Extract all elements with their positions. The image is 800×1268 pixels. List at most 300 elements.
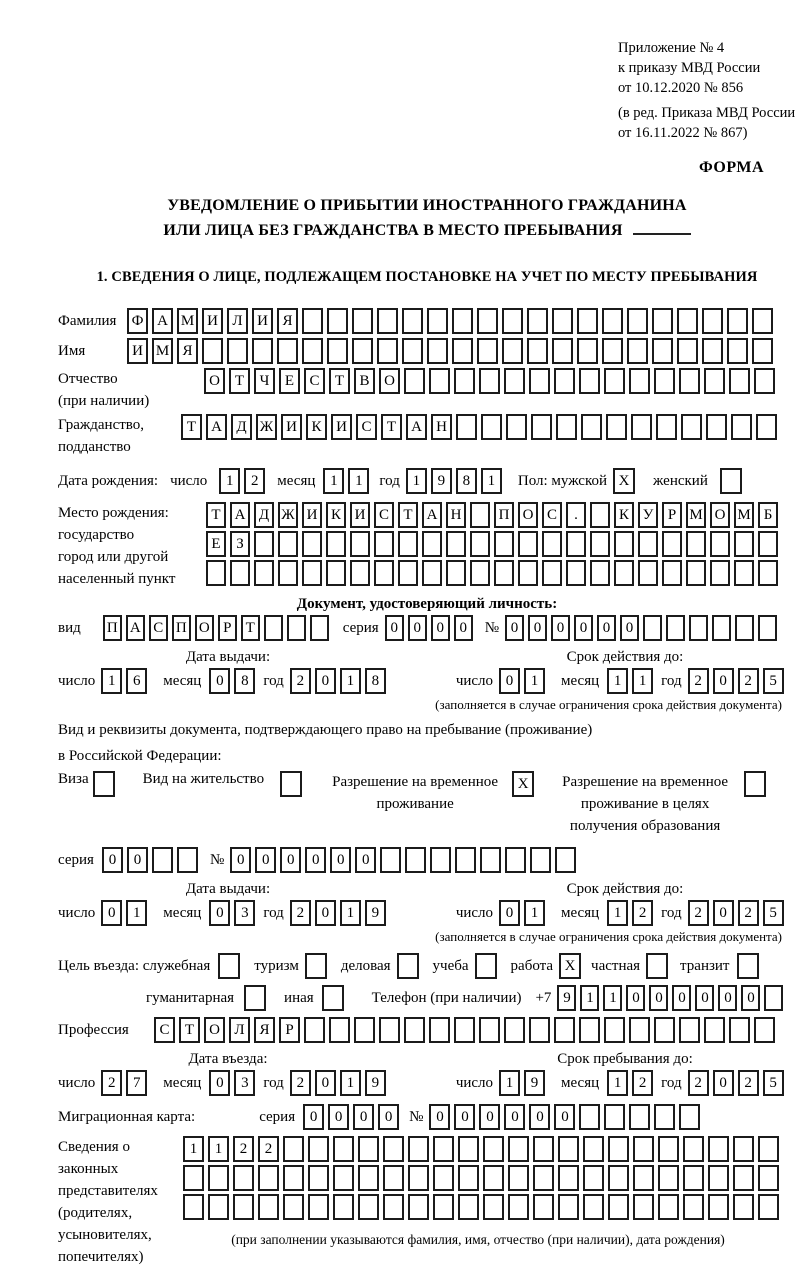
- char-cell[interactable]: И: [350, 502, 370, 528]
- char-cell[interactable]: [633, 1194, 654, 1220]
- char-cell[interactable]: Я: [177, 338, 198, 364]
- char-cell[interactable]: [631, 414, 652, 440]
- char-cell[interactable]: 2: [688, 1070, 709, 1096]
- char-cell[interactable]: К: [326, 502, 346, 528]
- char-cell[interactable]: [358, 1136, 379, 1162]
- char-cell[interactable]: [555, 847, 576, 873]
- char-cell[interactable]: [710, 560, 730, 586]
- char-cell[interactable]: [470, 502, 490, 528]
- char-cell[interactable]: [352, 338, 373, 364]
- char-cell[interactable]: [708, 1165, 729, 1191]
- char-cell[interactable]: [679, 368, 700, 394]
- char-cell[interactable]: Т: [381, 414, 402, 440]
- char-cell[interactable]: [590, 531, 610, 557]
- char-cell[interactable]: [577, 308, 598, 334]
- char-cell[interactable]: [350, 560, 370, 586]
- char-cell[interactable]: [727, 338, 748, 364]
- char-cell[interactable]: [208, 1194, 229, 1220]
- char-cell[interactable]: С: [149, 615, 168, 641]
- char-cell[interactable]: 0: [280, 847, 301, 873]
- char-cell[interactable]: 0: [505, 615, 524, 641]
- char-cell[interactable]: Д: [231, 414, 252, 440]
- char-cell[interactable]: [683, 1165, 704, 1191]
- char-cell[interactable]: [458, 1194, 479, 1220]
- char-cell[interactable]: [608, 1136, 629, 1162]
- char-cell[interactable]: Е: [206, 531, 226, 557]
- char-cell[interactable]: [422, 531, 442, 557]
- char-cell[interactable]: [633, 1136, 654, 1162]
- char-cell[interactable]: 1: [340, 668, 361, 694]
- char-cell[interactable]: 5: [763, 900, 784, 926]
- char-cell[interactable]: [327, 308, 348, 334]
- char-cell[interactable]: [333, 1136, 354, 1162]
- char-cell[interactable]: [652, 338, 673, 364]
- char-cell[interactable]: М: [686, 502, 706, 528]
- char-cell[interactable]: [304, 1017, 325, 1043]
- char-cell[interactable]: [283, 1194, 304, 1220]
- purpose-work-checkbox-cell[interactable]: X: [559, 953, 581, 979]
- char-cell[interactable]: 0: [454, 615, 473, 641]
- char-cell[interactable]: 1: [499, 1070, 520, 1096]
- char-cell[interactable]: [758, 1136, 779, 1162]
- char-cell[interactable]: 0: [695, 985, 714, 1011]
- char-cell[interactable]: [427, 338, 448, 364]
- char-cell[interactable]: [152, 847, 173, 873]
- char-cell[interactable]: 3: [234, 1070, 255, 1096]
- char-cell[interactable]: [556, 414, 577, 440]
- char-cell[interactable]: 0: [429, 1104, 450, 1130]
- char-cell[interactable]: [533, 1136, 554, 1162]
- temp-permit-checkbox-cell[interactable]: X: [512, 771, 534, 797]
- char-cell[interactable]: [666, 615, 685, 641]
- char-cell[interactable]: [681, 414, 702, 440]
- char-cell[interactable]: [633, 1165, 654, 1191]
- char-cell[interactable]: [422, 560, 442, 586]
- char-cell[interactable]: [733, 1194, 754, 1220]
- char-cell[interactable]: [577, 338, 598, 364]
- char-cell[interactable]: [408, 1165, 429, 1191]
- char-cell[interactable]: [326, 560, 346, 586]
- char-cell[interactable]: [710, 531, 730, 557]
- char-cell[interactable]: [558, 1165, 579, 1191]
- char-cell[interactable]: 9: [365, 1070, 386, 1096]
- char-cell[interactable]: 0: [626, 985, 645, 1011]
- char-cell[interactable]: [206, 560, 226, 586]
- char-cell[interactable]: [446, 531, 466, 557]
- char-cell[interactable]: [377, 308, 398, 334]
- char-cell[interactable]: Т: [206, 502, 226, 528]
- char-cell[interactable]: [527, 308, 548, 334]
- edu-permit-checkbox-cell[interactable]: [744, 771, 766, 797]
- char-cell[interactable]: [354, 1017, 375, 1043]
- char-cell[interactable]: И: [302, 502, 322, 528]
- char-cell[interactable]: [604, 368, 625, 394]
- char-cell[interactable]: С: [356, 414, 377, 440]
- char-cell[interactable]: [183, 1194, 204, 1220]
- char-cell[interactable]: 2: [688, 900, 709, 926]
- char-cell[interactable]: Р: [218, 615, 237, 641]
- char-cell[interactable]: [658, 1194, 679, 1220]
- char-cell[interactable]: [470, 531, 490, 557]
- char-cell[interactable]: [662, 531, 682, 557]
- char-cell[interactable]: 1: [580, 985, 599, 1011]
- char-cell[interactable]: С: [304, 368, 325, 394]
- char-cell[interactable]: [494, 560, 514, 586]
- char-cell[interactable]: 0: [315, 900, 336, 926]
- char-cell[interactable]: 1: [219, 468, 240, 494]
- char-cell[interactable]: [658, 1136, 679, 1162]
- char-cell[interactable]: [629, 368, 650, 394]
- char-cell[interactable]: Т: [329, 368, 350, 394]
- char-cell[interactable]: Б: [758, 502, 778, 528]
- char-cell[interactable]: 2: [258, 1136, 279, 1162]
- char-cell[interactable]: [758, 615, 777, 641]
- char-cell[interactable]: 1: [524, 900, 545, 926]
- char-cell[interactable]: [679, 1104, 700, 1130]
- char-cell[interactable]: Н: [431, 414, 452, 440]
- char-cell[interactable]: [752, 338, 773, 364]
- char-cell[interactable]: [177, 847, 198, 873]
- char-cell[interactable]: А: [230, 502, 250, 528]
- char-cell[interactable]: [652, 308, 673, 334]
- char-cell[interactable]: А: [406, 414, 427, 440]
- char-cell[interactable]: [333, 1165, 354, 1191]
- char-cell[interactable]: 0: [102, 847, 123, 873]
- char-cell[interactable]: [278, 560, 298, 586]
- char-cell[interactable]: 7: [126, 1070, 147, 1096]
- char-cell[interactable]: 1: [603, 985, 622, 1011]
- char-cell[interactable]: [708, 1194, 729, 1220]
- char-cell[interactable]: [533, 1165, 554, 1191]
- char-cell[interactable]: [470, 560, 490, 586]
- char-cell[interactable]: 2: [290, 668, 311, 694]
- char-cell[interactable]: 0: [499, 900, 520, 926]
- char-cell[interactable]: А: [422, 502, 442, 528]
- char-cell[interactable]: Л: [227, 308, 248, 334]
- char-cell[interactable]: 0: [385, 615, 404, 641]
- char-cell[interactable]: [604, 1017, 625, 1043]
- char-cell[interactable]: 1: [607, 1070, 628, 1096]
- char-cell[interactable]: О: [204, 368, 225, 394]
- char-cell[interactable]: [583, 1136, 604, 1162]
- char-cell[interactable]: [729, 368, 750, 394]
- char-cell[interactable]: [754, 1017, 775, 1043]
- char-cell[interactable]: [352, 308, 373, 334]
- char-cell[interactable]: [429, 368, 450, 394]
- char-cell[interactable]: [686, 531, 706, 557]
- char-cell[interactable]: Е: [279, 368, 300, 394]
- char-cell[interactable]: И: [281, 414, 302, 440]
- char-cell[interactable]: [706, 414, 727, 440]
- char-cell[interactable]: [529, 368, 550, 394]
- char-cell[interactable]: 2: [738, 668, 759, 694]
- char-cell[interactable]: 1: [183, 1136, 204, 1162]
- char-cell[interactable]: [456, 414, 477, 440]
- char-cell[interactable]: [477, 308, 498, 334]
- char-cell[interactable]: С: [374, 502, 394, 528]
- char-cell[interactable]: [404, 368, 425, 394]
- char-cell[interactable]: [429, 1017, 450, 1043]
- char-cell[interactable]: 3: [234, 900, 255, 926]
- char-cell[interactable]: [529, 1017, 550, 1043]
- char-cell[interactable]: [308, 1194, 329, 1220]
- char-cell[interactable]: 1: [406, 468, 427, 494]
- char-cell[interactable]: [508, 1165, 529, 1191]
- char-cell[interactable]: [502, 338, 523, 364]
- char-cell[interactable]: Д: [254, 502, 274, 528]
- char-cell[interactable]: [480, 847, 501, 873]
- char-cell[interactable]: [327, 338, 348, 364]
- char-cell[interactable]: [233, 1194, 254, 1220]
- char-cell[interactable]: [758, 1165, 779, 1191]
- char-cell[interactable]: [402, 338, 423, 364]
- char-cell[interactable]: 2: [101, 1070, 122, 1096]
- char-cell[interactable]: [758, 531, 778, 557]
- char-cell[interactable]: [654, 368, 675, 394]
- char-cell[interactable]: [554, 1017, 575, 1043]
- char-cell[interactable]: [581, 414, 602, 440]
- char-cell[interactable]: С: [154, 1017, 175, 1043]
- char-cell[interactable]: [629, 1017, 650, 1043]
- char-cell[interactable]: 0: [554, 1104, 575, 1130]
- char-cell[interactable]: 0: [574, 615, 593, 641]
- char-cell[interactable]: [712, 615, 731, 641]
- char-cell[interactable]: [530, 847, 551, 873]
- char-cell[interactable]: [380, 847, 401, 873]
- char-cell[interactable]: 9: [431, 468, 452, 494]
- char-cell[interactable]: [308, 1136, 329, 1162]
- char-cell[interactable]: [679, 1017, 700, 1043]
- char-cell[interactable]: 1: [101, 668, 122, 694]
- char-cell[interactable]: В: [354, 368, 375, 394]
- char-cell[interactable]: [302, 560, 322, 586]
- char-cell[interactable]: [277, 338, 298, 364]
- char-cell[interactable]: 0: [209, 900, 230, 926]
- char-cell[interactable]: 0: [230, 847, 251, 873]
- char-cell[interactable]: П: [172, 615, 191, 641]
- char-cell[interactable]: [638, 560, 658, 586]
- char-cell[interactable]: 1: [607, 668, 628, 694]
- char-cell[interactable]: [677, 308, 698, 334]
- visa-checkbox-cell[interactable]: [93, 771, 115, 797]
- char-cell[interactable]: 0: [529, 1104, 550, 1130]
- char-cell[interactable]: [329, 1017, 350, 1043]
- purpose-business-checkbox-cell[interactable]: [397, 953, 419, 979]
- char-cell[interactable]: [702, 338, 723, 364]
- char-cell[interactable]: [590, 502, 610, 528]
- char-cell[interactable]: 9: [557, 985, 576, 1011]
- char-cell[interactable]: М: [177, 308, 198, 334]
- char-cell[interactable]: [627, 338, 648, 364]
- purpose-private-checkbox-cell[interactable]: [646, 953, 668, 979]
- char-cell[interactable]: А: [206, 414, 227, 440]
- char-cell[interactable]: 0: [315, 1070, 336, 1096]
- char-cell[interactable]: [452, 338, 473, 364]
- char-cell[interactable]: 0: [127, 847, 148, 873]
- char-cell[interactable]: Я: [254, 1017, 275, 1043]
- char-cell[interactable]: [686, 560, 706, 586]
- char-cell[interactable]: [477, 338, 498, 364]
- char-cell[interactable]: 2: [632, 1070, 653, 1096]
- char-cell[interactable]: [310, 615, 329, 641]
- char-cell[interactable]: [583, 1194, 604, 1220]
- char-cell[interactable]: [430, 847, 451, 873]
- char-cell[interactable]: [264, 615, 283, 641]
- char-cell[interactable]: [683, 1136, 704, 1162]
- char-cell[interactable]: 0: [713, 1070, 734, 1096]
- char-cell[interactable]: [662, 560, 682, 586]
- char-cell[interactable]: [758, 560, 778, 586]
- char-cell[interactable]: [230, 560, 250, 586]
- char-cell[interactable]: [408, 1194, 429, 1220]
- char-cell[interactable]: О: [379, 368, 400, 394]
- char-cell[interactable]: 0: [672, 985, 691, 1011]
- char-cell[interactable]: [506, 414, 527, 440]
- char-cell[interactable]: [689, 615, 708, 641]
- char-cell[interactable]: [233, 1165, 254, 1191]
- char-cell[interactable]: И: [202, 308, 223, 334]
- char-cell[interactable]: [731, 414, 752, 440]
- char-cell[interactable]: [752, 308, 773, 334]
- char-cell[interactable]: [377, 338, 398, 364]
- char-cell[interactable]: 0: [101, 900, 122, 926]
- char-cell[interactable]: 8: [456, 468, 477, 494]
- char-cell[interactable]: [658, 1165, 679, 1191]
- char-cell[interactable]: 1: [323, 468, 344, 494]
- char-cell[interactable]: [542, 531, 562, 557]
- char-cell[interactable]: Я: [277, 308, 298, 334]
- char-cell[interactable]: 0: [597, 615, 616, 641]
- char-cell[interactable]: 0: [209, 1070, 230, 1096]
- char-cell[interactable]: [183, 1165, 204, 1191]
- char-cell[interactable]: [733, 1165, 754, 1191]
- char-cell[interactable]: 0: [713, 668, 734, 694]
- char-cell[interactable]: 0: [479, 1104, 500, 1130]
- char-cell[interactable]: [283, 1165, 304, 1191]
- char-cell[interactable]: 0: [408, 615, 427, 641]
- char-cell[interactable]: [398, 531, 418, 557]
- purpose-tourism-checkbox-cell[interactable]: [305, 953, 327, 979]
- char-cell[interactable]: 0: [713, 900, 734, 926]
- char-cell[interactable]: [542, 560, 562, 586]
- char-cell[interactable]: [683, 1194, 704, 1220]
- char-cell[interactable]: 0: [620, 615, 639, 641]
- char-cell[interactable]: Т: [181, 414, 202, 440]
- char-cell[interactable]: [704, 1017, 725, 1043]
- char-cell[interactable]: 0: [355, 847, 376, 873]
- char-cell[interactable]: 1: [607, 900, 628, 926]
- char-cell[interactable]: .: [566, 502, 586, 528]
- char-cell[interactable]: [483, 1194, 504, 1220]
- char-cell[interactable]: [302, 308, 323, 334]
- char-cell[interactable]: [254, 531, 274, 557]
- char-cell[interactable]: 2: [244, 468, 265, 494]
- char-cell[interactable]: 0: [718, 985, 737, 1011]
- char-cell[interactable]: Ф: [127, 308, 148, 334]
- char-cell[interactable]: [483, 1165, 504, 1191]
- char-cell[interactable]: О: [204, 1017, 225, 1043]
- char-cell[interactable]: [302, 531, 322, 557]
- char-cell[interactable]: [383, 1136, 404, 1162]
- char-cell[interactable]: [614, 560, 634, 586]
- char-cell[interactable]: [554, 368, 575, 394]
- char-cell[interactable]: 1: [481, 468, 502, 494]
- sex-female-checkbox-cell[interactable]: [720, 468, 742, 494]
- char-cell[interactable]: 1: [340, 900, 361, 926]
- char-cell[interactable]: [374, 531, 394, 557]
- char-cell[interactable]: [566, 560, 586, 586]
- char-cell[interactable]: 0: [305, 847, 326, 873]
- char-cell[interactable]: [518, 531, 538, 557]
- char-cell[interactable]: [558, 1194, 579, 1220]
- char-cell[interactable]: 0: [303, 1104, 324, 1130]
- char-cell[interactable]: [452, 308, 473, 334]
- char-cell[interactable]: 5: [763, 668, 784, 694]
- char-cell[interactable]: [350, 531, 370, 557]
- char-cell[interactable]: 0: [454, 1104, 475, 1130]
- char-cell[interactable]: [608, 1194, 629, 1220]
- char-cell[interactable]: [638, 531, 658, 557]
- char-cell[interactable]: [398, 560, 418, 586]
- char-cell[interactable]: А: [152, 308, 173, 334]
- char-cell[interactable]: [764, 985, 783, 1011]
- char-cell[interactable]: 0: [315, 668, 336, 694]
- char-cell[interactable]: [583, 1165, 604, 1191]
- char-cell[interactable]: [677, 338, 698, 364]
- char-cell[interactable]: [287, 615, 306, 641]
- char-cell[interactable]: [446, 560, 466, 586]
- char-cell[interactable]: [383, 1194, 404, 1220]
- char-cell[interactable]: [727, 308, 748, 334]
- char-cell[interactable]: Ж: [256, 414, 277, 440]
- char-cell[interactable]: [433, 1194, 454, 1220]
- sex-male-checkbox-cell[interactable]: X: [613, 468, 635, 494]
- char-cell[interactable]: Т: [229, 368, 250, 394]
- char-cell[interactable]: 1: [208, 1136, 229, 1162]
- char-cell[interactable]: [614, 531, 634, 557]
- char-cell[interactable]: [494, 531, 514, 557]
- char-cell[interactable]: [455, 847, 476, 873]
- char-cell[interactable]: 0: [504, 1104, 525, 1130]
- char-cell[interactable]: [374, 560, 394, 586]
- char-cell[interactable]: 2: [738, 1070, 759, 1096]
- char-cell[interactable]: 2: [290, 900, 311, 926]
- char-cell[interactable]: [508, 1194, 529, 1220]
- char-cell[interactable]: 9: [365, 900, 386, 926]
- char-cell[interactable]: Т: [398, 502, 418, 528]
- char-cell[interactable]: И: [252, 308, 273, 334]
- char-cell[interactable]: 0: [649, 985, 668, 1011]
- char-cell[interactable]: [502, 308, 523, 334]
- char-cell[interactable]: [654, 1104, 675, 1130]
- char-cell[interactable]: 1: [524, 668, 545, 694]
- char-cell[interactable]: 0: [499, 668, 520, 694]
- char-cell[interactable]: [258, 1194, 279, 1220]
- char-cell[interactable]: П: [494, 502, 514, 528]
- char-cell[interactable]: [379, 1017, 400, 1043]
- char-cell[interactable]: 1: [348, 468, 369, 494]
- char-cell[interactable]: [208, 1165, 229, 1191]
- char-cell[interactable]: М: [734, 502, 754, 528]
- char-cell[interactable]: Н: [446, 502, 466, 528]
- purpose-humanitarian-checkbox-cell[interactable]: [244, 985, 266, 1011]
- char-cell[interactable]: [405, 847, 426, 873]
- char-cell[interactable]: [708, 1136, 729, 1162]
- char-cell[interactable]: 2: [632, 900, 653, 926]
- char-cell[interactable]: [704, 368, 725, 394]
- char-cell[interactable]: Р: [279, 1017, 300, 1043]
- purpose-other-checkbox-cell[interactable]: [322, 985, 344, 1011]
